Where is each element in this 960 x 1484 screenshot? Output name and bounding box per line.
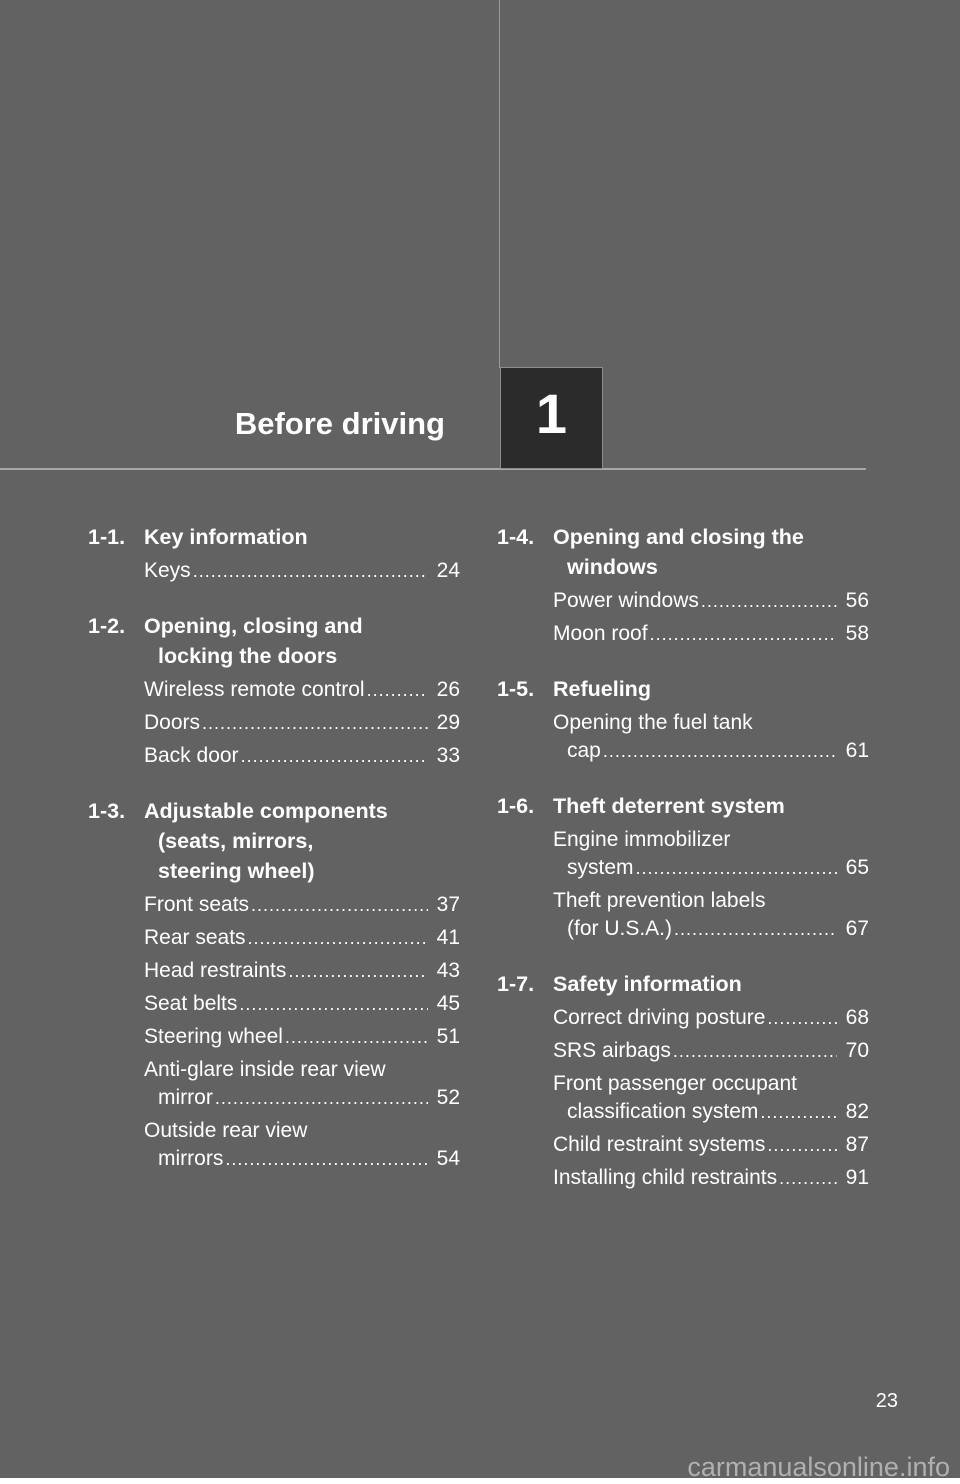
- section-items: [553, 709, 869, 765]
- section-heading: [497, 791, 869, 821]
- section-title: [553, 522, 869, 582]
- toc-entry-label: Doors: [144, 711, 201, 734]
- toc-entry-page: 67: [845, 917, 869, 940]
- dot-leader: [285, 1023, 428, 1051]
- toc-entry-row: [553, 587, 869, 615]
- section-title-line: (seats, mirrors,: [158, 829, 314, 853]
- toc-entry-row: [144, 924, 460, 952]
- toc-entry-page: 26: [436, 678, 460, 701]
- toc-entry-row: [144, 742, 460, 770]
- toc-entry-page: 24: [436, 559, 460, 582]
- section-items: [553, 587, 869, 648]
- dot-leader: [760, 1098, 837, 1126]
- toc-entry[interactable]: [144, 1117, 460, 1173]
- toc-entry-label: SRS airbags: [553, 1039, 671, 1062]
- section-items: [553, 1004, 869, 1192]
- page-number: 23: [875, 1390, 898, 1412]
- toc-entry[interactable]: [553, 1070, 869, 1126]
- toc-entry-row: [553, 915, 869, 943]
- toc-entry[interactable]: [553, 887, 869, 943]
- toc-section: [88, 522, 460, 585]
- toc-section: [497, 791, 869, 943]
- section-title: [144, 611, 460, 671]
- section-title: [553, 791, 869, 821]
- toc-entry-label: Rear seats: [144, 926, 246, 949]
- toc-entry-row: [553, 854, 869, 882]
- section-items: [144, 557, 460, 585]
- toc-entry-label: Power windows: [553, 589, 699, 612]
- section-title-line: Opening, closing and: [144, 614, 363, 638]
- toc-entry-label: Moon roof: [553, 622, 648, 645]
- toc-entry-label-line: Engine immobilizer: [553, 828, 731, 851]
- dot-leader: [701, 587, 837, 615]
- section-title-line: Refueling: [553, 677, 651, 701]
- toc-entry-page: 68: [845, 1006, 869, 1029]
- section-title-line: steering wheel): [158, 859, 315, 883]
- toc-section: [88, 611, 460, 770]
- section-heading: [88, 522, 460, 552]
- section-title-line: Key information: [144, 525, 308, 549]
- toc-entry-page: 87: [845, 1133, 869, 1156]
- toc-entry-page: 82: [845, 1100, 869, 1123]
- section-heading: [497, 674, 869, 704]
- toc-entry-page: 33: [436, 744, 460, 767]
- section-title-line: Adjustable components: [144, 799, 388, 823]
- dot-leader: [767, 1131, 837, 1159]
- section-title-line: windows: [567, 555, 658, 579]
- toc-entry-label: Child restraint systems: [553, 1133, 766, 1156]
- toc-entry-label-line: Outside rear view: [144, 1119, 308, 1142]
- section-title-line: Theft deterrent system: [553, 794, 785, 818]
- section-number: 1-5.: [497, 677, 535, 701]
- toc-entry-row: [144, 557, 460, 585]
- toc-section: [497, 522, 869, 648]
- dot-leader: [673, 1037, 837, 1065]
- toc-entry-row: [144, 1084, 460, 1112]
- toc-entry-label: Keys: [144, 559, 191, 582]
- section-title: [144, 796, 460, 886]
- section-title-line: locking the doors: [158, 644, 338, 668]
- toc-entry-label-line: Front passenger occupant: [553, 1072, 797, 1095]
- toc-entry[interactable]: [144, 676, 460, 704]
- toc-entry-row: [553, 1164, 869, 1192]
- toc-section: [497, 674, 869, 765]
- toc-entry-page: 51: [436, 1025, 460, 1048]
- dot-leader: [779, 1164, 837, 1192]
- toc-entry-page: 52: [436, 1086, 460, 1109]
- dot-leader: [674, 915, 837, 943]
- section-title: [553, 674, 869, 704]
- toc-entry-page: 61: [845, 739, 869, 762]
- toc-entry-label: Steering wheel: [144, 1025, 283, 1048]
- toc-entry-row: [144, 990, 460, 1018]
- section-heading: [497, 969, 869, 999]
- toc-entry[interactable]: [144, 957, 460, 985]
- toc-entry-row: [553, 1037, 869, 1065]
- section-number: 1-7.: [497, 972, 535, 996]
- toc-entry-label: mirror: [158, 1086, 213, 1109]
- section-title: [144, 522, 460, 552]
- dot-leader: [636, 854, 837, 882]
- toc-entry-page: 41: [436, 926, 460, 949]
- chapter-number-box: [500, 367, 603, 469]
- toc-entry-page: 58: [845, 622, 869, 645]
- toc-entry[interactable]: [553, 587, 869, 615]
- toc-left-column: [88, 522, 460, 1199]
- toc-entry-page: 45: [436, 992, 460, 1015]
- toc-entry-page: 65: [845, 856, 869, 879]
- section-number: 1-4.: [497, 525, 535, 549]
- dot-leader: [202, 709, 428, 737]
- toc-entry-row: [553, 737, 869, 765]
- toc-entry[interactable]: [144, 1056, 460, 1112]
- toc-entry[interactable]: [553, 826, 869, 882]
- dot-leader: [248, 924, 428, 952]
- toc-entry-label: (for U.S.A.): [567, 917, 673, 940]
- chapter-title: Before driving: [234, 406, 445, 441]
- section-items: [144, 891, 460, 1173]
- toc-entry-page: 54: [436, 1147, 460, 1170]
- watermark: carmanualsonline.info: [687, 1452, 950, 1482]
- toc-entry[interactable]: [553, 709, 869, 765]
- toc-entry-page: 43: [436, 959, 460, 982]
- toc-entry-label: classification system: [567, 1100, 759, 1123]
- toc-entry-row: [144, 891, 460, 919]
- dot-leader: [225, 1145, 428, 1173]
- toc-entry-page: 70: [845, 1039, 869, 1062]
- toc-entry-row: [144, 957, 460, 985]
- toc-entry[interactable]: [144, 1023, 460, 1051]
- toc-entry[interactable]: [144, 709, 460, 737]
- toc-entry-label: Installing child restraints: [553, 1166, 778, 1189]
- toc-entry-label: mirrors: [158, 1147, 224, 1170]
- section-number: 1-2.: [88, 614, 126, 638]
- toc-entry[interactable]: [144, 924, 460, 952]
- dot-leader: [288, 957, 428, 985]
- toc-entry-label: Seat belts: [144, 992, 238, 1015]
- section-heading: [88, 611, 460, 671]
- section-items: [144, 676, 460, 770]
- header-rule: [0, 468, 866, 470]
- section-title-line: Opening and closing the: [553, 525, 804, 549]
- toc-entry[interactable]: [144, 557, 460, 585]
- toc-entry-page: 29: [436, 711, 460, 734]
- toc-entry-row: [553, 1098, 869, 1126]
- toc-entry[interactable]: [144, 891, 460, 919]
- toc-entry-page: 56: [845, 589, 869, 612]
- toc-entry-row: [144, 1023, 460, 1051]
- dot-leader: [251, 891, 428, 919]
- dot-leader: [603, 737, 837, 765]
- dot-leader: [767, 1004, 837, 1032]
- section-number: 1-6.: [497, 794, 535, 818]
- toc-entry-row: [144, 709, 460, 737]
- section-heading: [88, 796, 460, 886]
- section-number: 1-1.: [88, 525, 126, 549]
- toc-entry-label-line: Theft prevention labels: [553, 889, 766, 912]
- toc-entry-label: Head restraints: [144, 959, 287, 982]
- toc-entry[interactable]: [553, 1037, 869, 1065]
- toc-entry-label: Back door: [144, 744, 239, 767]
- toc-section: [88, 796, 460, 1173]
- toc-entry-row: [553, 1004, 869, 1032]
- toc-entry-page: 37: [436, 893, 460, 916]
- section-title: [553, 969, 869, 999]
- vertical-rule: [499, 0, 500, 368]
- chapter-number: 1: [535, 382, 568, 445]
- dot-leader: [215, 1084, 428, 1112]
- toc-entry[interactable]: [553, 1004, 869, 1032]
- dot-leader: [193, 557, 428, 585]
- toc-entry-row: [144, 676, 460, 704]
- toc-entry-row: [553, 620, 869, 648]
- toc-entry-label: Wireless remote control: [144, 678, 365, 701]
- toc-entry-label: Front seats: [144, 893, 250, 916]
- dot-leader: [239, 990, 428, 1018]
- toc-entry-row: [553, 1131, 869, 1159]
- toc-entry-label-line: Anti-glare inside rear view: [144, 1058, 386, 1081]
- toc-entry-label: system: [567, 856, 634, 879]
- section-items: [553, 826, 869, 943]
- toc-entry[interactable]: [144, 742, 460, 770]
- toc-section: [497, 969, 869, 1192]
- toc-entry[interactable]: [553, 1131, 869, 1159]
- section-title-line: Safety information: [553, 972, 742, 996]
- toc-entry-label: cap: [567, 739, 601, 762]
- toc-entry[interactable]: [553, 620, 869, 648]
- toc-entry[interactable]: [144, 990, 460, 1018]
- toc-right-column: [497, 522, 869, 1218]
- section-heading: [497, 522, 869, 582]
- toc-entry-page: 91: [845, 1166, 869, 1189]
- dot-leader: [241, 742, 428, 770]
- dot-leader: [367, 676, 428, 704]
- toc-entry-row: [144, 1145, 460, 1173]
- toc-entry-label-line: Opening the fuel tank: [553, 711, 753, 734]
- dot-leader: [650, 620, 837, 648]
- toc-entry-label: Correct driving posture: [553, 1006, 766, 1029]
- toc-entry[interactable]: [553, 1164, 869, 1192]
- section-number: 1-3.: [88, 799, 126, 823]
